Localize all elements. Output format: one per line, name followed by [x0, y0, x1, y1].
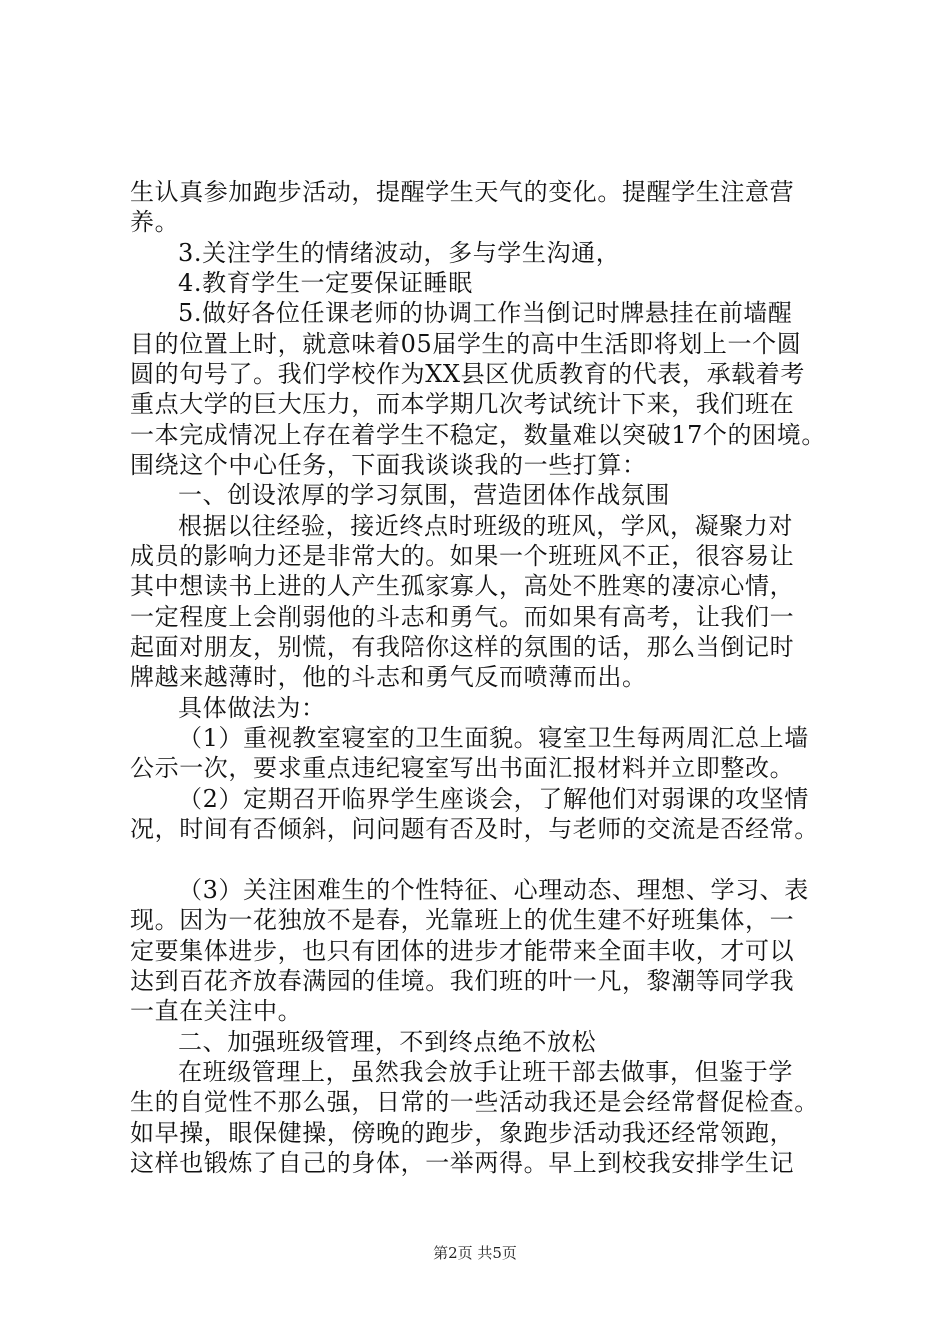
text-line: 达到百花齐放春满园的佳境。我们班的叶一凡，黎潮等同学我	[130, 967, 795, 995]
text-line: 其中想读书上进的人产生孤家寡人，高处不胜寒的凄凉心情，	[130, 572, 795, 600]
text-line: 目的位置上时，就意味着05届学生的高中生活即将划上一个圆	[130, 330, 802, 358]
text-line: 重点大学的巨大压力，而本学期几次考试统计下来，我们班在	[130, 390, 795, 418]
page-footer: 第2页 共5页	[433, 1244, 517, 1262]
text-line: 公示一次，要求重点违纪寝室写出书面汇报材料并立即整改。	[130, 754, 795, 782]
text-line: 一直在关注中。	[130, 997, 303, 1025]
text-line: 根据以往经验，接近终点时班级的班风，学风，凝聚力对	[178, 512, 793, 540]
text-line: 养。	[130, 208, 180, 236]
text-line: 起面对朋友，别慌，有我陪你这样的氛围的话，那么当倒记时	[130, 633, 795, 661]
text-line: 一定程度上会削弱他的斗志和勇气。而如果有高考，让我们一	[130, 603, 795, 631]
text-line: 圆的句号了。我们学校作为XX县区优质教育的代表，承载着考	[130, 360, 805, 388]
text-line: 生认真参加跑步活动，提醒学生天气的变化。提醒学生注意营	[130, 178, 795, 206]
text-line: 定要集体进步，也只有团体的进步才能带来全面丰收，才可以	[130, 937, 795, 965]
text-line: 生的自觉性不那么强，日常的一些活动我还是会经常督促检查。	[130, 1088, 819, 1116]
text-line: 如早操，眼保健操，傍晚的跑步，象跑步活动我还经常领跑，	[130, 1119, 795, 1147]
text-line: 这样也锻炼了自己的身体，一举两得。早上到校我安排学生记	[130, 1149, 795, 1177]
text-line: 成员的影响力还是非常大的。如果一个班班风不正，很容易让	[130, 542, 795, 570]
text-line: 现。因为一花独放不是春，光靠班上的优生建不好班集体，一	[130, 906, 795, 934]
section-heading: 二、加强班级管理，不到终点绝不放松	[178, 1028, 597, 1056]
text-line: 况，时间有否倾斜，问问题有否及时，与老师的交流是否经常。	[130, 815, 819, 843]
text-line: （3）关注困难生的个性特征、心理动态、理想、学习、表	[178, 876, 809, 904]
text-line: 牌越来越薄时，他的斗志和勇气反而喷薄而出。	[130, 663, 647, 691]
text-line: 3.关注学生的情绪波动，多与学生沟通，	[178, 239, 621, 267]
text-line: （1）重视教室寝室的卫生面貌。寝室卫生每两周汇总上墙	[178, 724, 809, 752]
text-line: （2）定期召开临界学生座谈会，了解他们对弱课的攻坚情	[178, 785, 809, 813]
text-line: 围绕这个中心任务，下面我谈谈我的一些打算：	[130, 451, 647, 479]
text-line: 具体做法为：	[178, 694, 326, 722]
text-line: 一本完成情况上存在着学生不稳定，数量难以突破17个的困境。	[130, 421, 826, 449]
text-line: 5.做好各位任课老师的协调工作当倒记时牌悬挂在前墙醒	[178, 299, 793, 327]
text-line: 在班级管理上，虽然我会放手让班干部去做事，但鉴于学	[178, 1058, 793, 1086]
text-line: 4.教育学生一定要保证睡眠	[178, 269, 473, 297]
section-heading: 一、创设浓厚的学习氛围，营造团体作战氛围	[178, 481, 670, 509]
